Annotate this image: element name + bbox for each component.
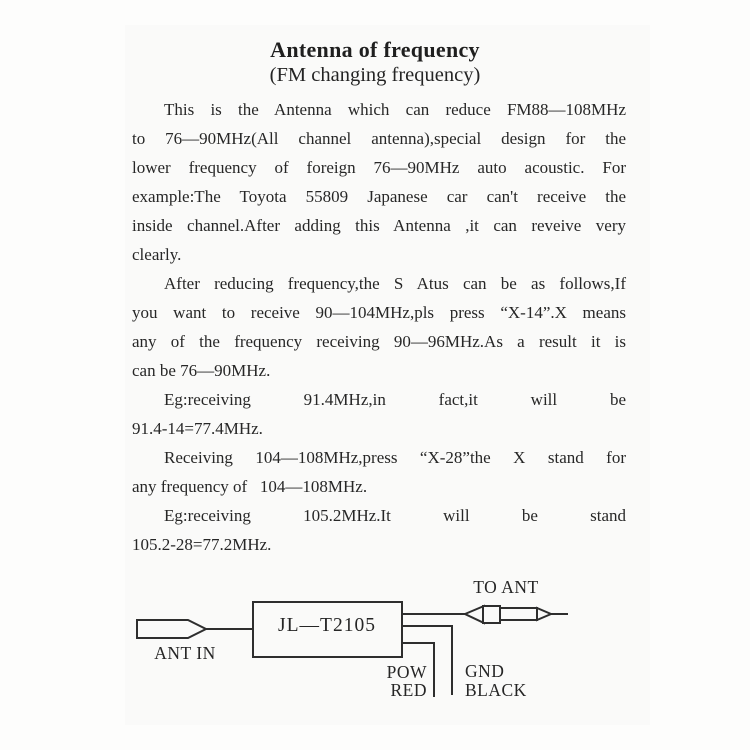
converter-box-label: JL—T2105 xyxy=(278,615,376,636)
text-line: you want to receive 90—104MHz,pls press “X-14”.X means xyxy=(132,303,626,322)
text-line: clearly. xyxy=(132,245,182,264)
to-ant-label: TO ANT xyxy=(473,577,539,597)
text-line: any of the frequency receiving 90—96MHz.As a result it is xyxy=(132,332,626,351)
text-line: any frequency of 104—108MHz. xyxy=(132,477,368,496)
to-ant-connector-body xyxy=(500,608,537,620)
text-line: 105.2-28=77.2MHz. xyxy=(132,535,272,554)
text-line: 91.4-14=77.4MHz. xyxy=(132,419,263,438)
ground-label-line2: BLACK xyxy=(465,680,527,700)
page-subtitle: (FM changing frequency) xyxy=(269,64,481,86)
text-line: lower frequency of foreign 76—90MHz auto acoustic. For xyxy=(132,158,626,177)
power-label-line2: RED xyxy=(390,680,427,700)
text-line: can be 76—90MHz. xyxy=(132,361,271,380)
ground-label-line1: GND xyxy=(465,661,505,681)
text-line: After reducing frequency,the S Atus can be as follows,If xyxy=(164,274,626,293)
power-label-line1: POW xyxy=(386,662,427,682)
ant-in-label: ANT IN xyxy=(154,643,216,663)
wiring-diagram xyxy=(0,565,750,750)
text-line: inside channel.After adding this Antenna ,it can reveive very xyxy=(132,216,626,235)
text-line: Eg:receiving 105.2MHz.It will be stand xyxy=(164,506,626,525)
text-line: Receiving 104—108MHz,press “X-28”the X stand for xyxy=(164,448,626,467)
to-ant-connector-taper-right xyxy=(537,608,551,620)
to-ant-connector-collar xyxy=(483,606,500,623)
document-body xyxy=(132,95,626,559)
text-line: to 76—90MHz(All channel antenna),special design for the xyxy=(132,129,626,148)
text-line: example:The Toyota 55809 Japanese car can't receive the xyxy=(132,187,626,206)
antenna-plug-icon xyxy=(137,620,206,638)
to-ant-connector-taper-left xyxy=(465,606,484,623)
text-line: Eg:receiving 91.4MHz,in fact,it will be xyxy=(164,390,626,409)
text-line: This is the Antenna which can reduce FM88—108MHz xyxy=(164,100,626,119)
page-title: Antenna of frequency xyxy=(270,37,480,62)
